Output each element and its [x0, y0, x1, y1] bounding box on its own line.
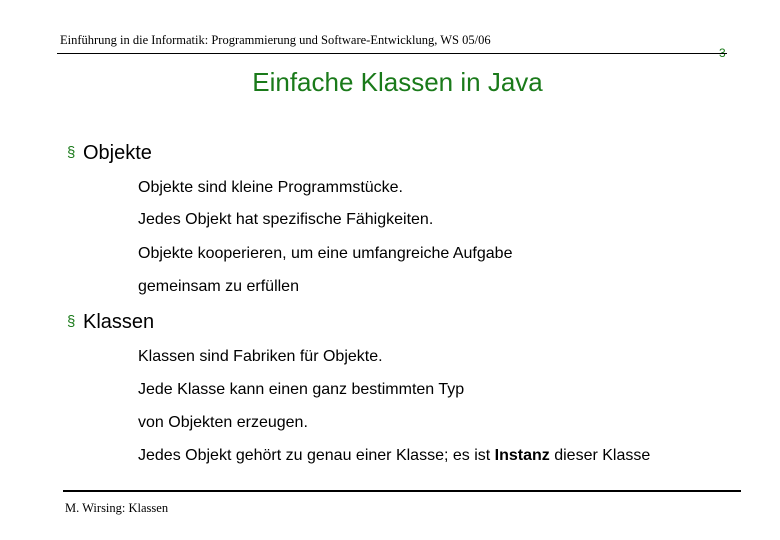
- section-heading-objekte: [67, 142, 152, 165]
- section-heading-label: Objekte: [83, 142, 152, 164]
- body-text-before: Jedes Objekt gehört zu genau einer Klasse; es ist: [138, 447, 495, 464]
- body-line: Jedes Objekt hat spezifische Fähigkeiten.: [138, 211, 434, 228]
- footer-divider: [63, 490, 741, 492]
- section-bullet-icon: §: [67, 313, 76, 330]
- body-line: Objekte sind kleine Programmstücke.: [138, 179, 403, 196]
- body-text-bold: Instanz: [494, 447, 550, 464]
- slide-title: Einfache Klassen in Java: [252, 67, 543, 97]
- course-header: Einführung in die Informatik: Programmierung und Software-Entwicklung, WS 05/06: [60, 33, 491, 47]
- section-heading-klassen: [67, 311, 154, 334]
- body-line: Objekte kooperieren, um eine umfangreiche Aufgabe: [138, 245, 513, 262]
- body-line: gemeinsam zu erfüllen: [138, 278, 299, 295]
- body-line: von Objekten erzeugen.: [138, 414, 308, 431]
- body-text-after: dieser Klasse: [549, 447, 651, 464]
- body-line: Jede Klasse kann einen ganz bestimmten Typ: [138, 381, 465, 398]
- page-number: 3: [719, 46, 726, 60]
- footer-author: M. Wirsing: Klassen: [65, 501, 169, 515]
- section-bullet-icon: §: [67, 144, 76, 161]
- body-line-instanz: [138, 447, 650, 465]
- header-divider: [57, 53, 727, 54]
- body-line: Klassen sind Fabriken für Objekte.: [138, 348, 383, 365]
- section-heading-label: Klassen: [83, 311, 155, 333]
